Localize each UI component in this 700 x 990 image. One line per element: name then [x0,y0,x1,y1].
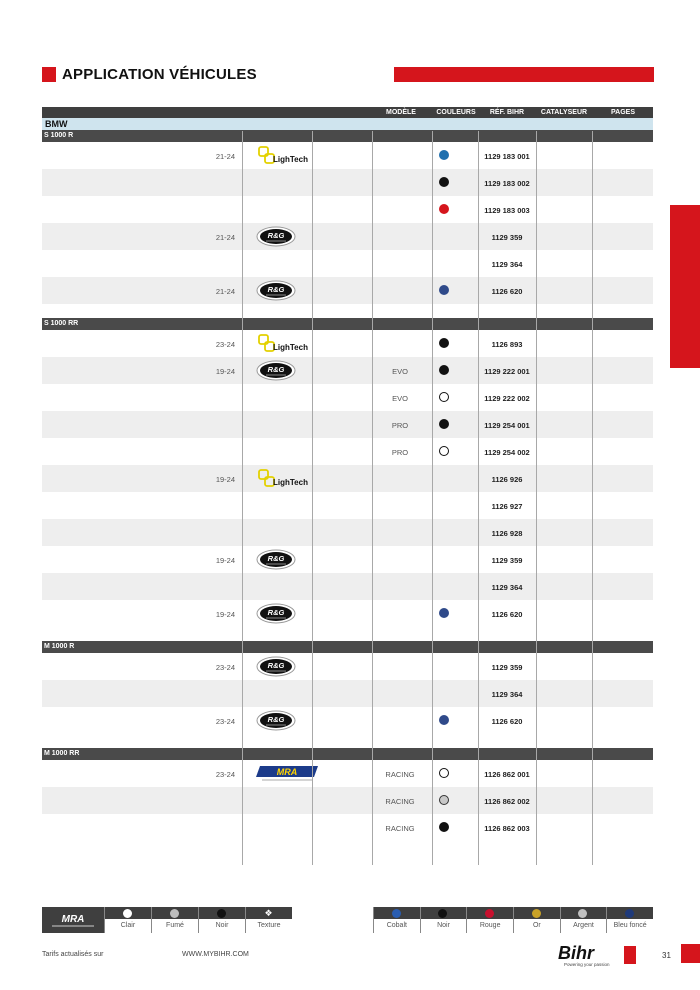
years-cell: 23-24 [215,663,235,672]
rg-logo [256,603,312,624]
table-header [42,107,653,118]
legend-swatch [578,909,587,918]
model-header: M 1000 RR [42,748,653,760]
years-cell: 21-24 [215,233,235,242]
model-cell: PRO [391,421,409,430]
color-dot [439,715,449,725]
legend-swatch [392,909,401,918]
legend-label: Rouge [479,922,501,929]
color-dot [439,608,449,618]
ref-bihr-cell: 1126 620 [491,717,523,726]
color-dot [439,446,449,456]
rg-logo [256,549,312,570]
ref-bihr-cell: 1126 926 [491,475,523,484]
legend-label: Argent [573,922,594,929]
table-row [42,277,653,304]
table-row [42,142,653,169]
ref-bihr-cell: 1129 222 002 [484,394,530,403]
ref-bihr-cell: 1126 862 001 [484,770,530,779]
color-dot [439,204,449,214]
rg-logo [256,280,312,301]
legend-item [104,907,151,933]
table-row [42,546,653,573]
legend-item [466,907,513,933]
section-spacer [42,627,653,641]
ref-bihr-cell: 1129 359 [491,556,523,565]
table-row [42,573,653,600]
header-ref-bihr: RÉF. BIHR [489,108,525,116]
svg-text:R&G: R&G [267,715,285,724]
color-dot [439,150,449,160]
model-cell: EVO [392,367,408,376]
svg-text:LighTech: LighTech [273,478,308,487]
ref-bihr-cell: 1126 893 [491,340,523,349]
table-row [42,357,653,384]
section-spacer [42,734,653,748]
years-cell: 21-24 [215,287,235,296]
model-cell: RACING [385,824,415,833]
ref-bihr-cell: 1129 359 [491,233,523,242]
table-row [42,600,653,627]
color-dot [439,177,449,187]
legend-colors [373,907,653,933]
texture-icon: ❖ [264,907,273,918]
header-modele: MODÈLE [386,108,416,116]
ref-bihr-cell: 1126 620 [491,610,523,619]
rg-logo [256,360,312,381]
legend-label: Texture [257,922,281,929]
table-row [42,519,653,546]
mra-legend-logo [42,907,104,933]
years-cell: 19-24 [215,556,235,565]
years-cell: 19-24 [215,367,235,376]
legend-swatch [532,909,541,918]
legend-label: Cobalt [386,922,407,929]
lightech-logo [256,468,312,489]
title-red-band [394,67,654,82]
svg-text:MRA: MRA [61,914,85,925]
ref-bihr-cell: 1129 183 003 [484,206,530,215]
bihr-logo [540,944,616,970]
application-table [42,107,653,841]
ref-bihr-cell: 1126 928 [491,529,523,538]
color-dot [439,338,449,348]
header-couleurs: COULEURS [436,108,476,116]
legend-swatch [170,909,179,918]
table-row [42,707,653,734]
model-header: M 1000 R [42,641,653,653]
ref-bihr-cell: 1129 254 002 [484,448,530,457]
table-row [42,223,653,250]
legend-item [198,907,245,933]
model-header: S 1000 RR [42,318,653,330]
svg-text:R&G: R&G [267,285,285,294]
lightech-logo [256,333,312,354]
table-row [42,411,653,438]
years-cell: 23-24 [215,770,235,779]
legend-swatch [485,909,494,918]
legend-item [151,907,198,933]
legend-item [420,907,467,933]
table-row [42,384,653,411]
legend-swatch [123,909,132,918]
color-dot [439,822,449,832]
svg-text:R&G: R&G [267,231,285,240]
legend-item [245,907,292,933]
color-dot [439,768,449,778]
color-dot [439,419,449,429]
page-header [42,67,654,84]
svg-text:R&G: R&G [267,661,285,670]
ref-bihr-cell: 1129 183 002 [484,179,530,188]
svg-text:LighTech: LighTech [273,155,308,164]
ref-bihr-cell: 1129 364 [491,260,523,269]
ref-bihr-cell: 1129 359 [491,663,523,672]
model-cell: RACING [385,770,415,779]
footer-updated-text: Tarifs actualisés sur [42,951,104,958]
mra-logo [256,763,312,784]
table-row [42,680,653,707]
page-number: 31 [662,951,671,960]
ref-bihr-cell: 1129 364 [491,690,523,699]
ref-bihr-cell: 1126 862 003 [484,824,530,833]
table-row [42,760,653,787]
svg-text:LighTech: LighTech [273,343,308,352]
rg-logo [256,710,312,731]
svg-text:Bihr: Bihr [558,944,594,963]
legend-item [560,907,607,933]
table-row [42,465,653,492]
table-row [42,169,653,196]
rg-logo [256,656,312,677]
legend-label: Fumé [166,922,184,929]
footer-website-link[interactable]: WWW.MYBIHR.COM [182,951,249,958]
bihr-tagline: Powering your passion [564,962,610,967]
svg-text:MRA: MRA [276,767,298,777]
model-cell: RACING [385,797,415,806]
color-dot [439,795,449,805]
legend-swatch [217,909,226,918]
page-title: APPLICATION VÉHICULES [62,66,257,83]
table-row [42,653,653,680]
table-row [42,814,653,841]
header-catalyseur: CATALYSEUR [540,108,588,116]
years-cell: 23-24 [215,340,235,349]
years-cell: 19-24 [215,475,235,484]
ref-bihr-cell: 1129 183 001 [484,152,530,161]
model-header: S 1000 R [42,130,653,142]
legend-glass-tint [104,907,292,933]
color-dot [439,285,449,295]
table-row [42,438,653,465]
legend-label: Noir [215,922,229,929]
svg-text:R&G: R&G [267,365,285,374]
lightech-logo [256,145,312,166]
years-cell: 23-24 [215,717,235,726]
ref-bihr-cell: 1126 862 002 [484,797,530,806]
table-row [42,196,653,223]
legend-item [513,907,560,933]
legend-swatch [625,909,634,918]
legend-label: Clair [120,922,136,929]
table-row [42,330,653,357]
color-dot [439,365,449,375]
ref-bihr-cell: 1129 254 001 [484,421,530,430]
section-spacer [42,304,653,318]
legend-label: Or [532,922,541,929]
title-marker [42,67,56,82]
ref-bihr-cell: 1126 927 [491,502,523,511]
years-cell: 19-24 [215,610,235,619]
rg-logo [256,226,312,247]
model-cell: EVO [392,394,408,403]
header-pages: PAGES [611,108,635,116]
corner-red-tab [681,944,700,963]
side-tab [670,205,700,368]
table-row [42,250,653,277]
bihr-red-square [624,946,636,964]
svg-text:R&G: R&G [267,608,285,617]
legend-item [373,907,420,933]
table-row [42,787,653,814]
svg-text:R&G: R&G [267,554,285,563]
ref-bihr-cell: 1126 620 [491,287,523,296]
legend-item [606,907,653,933]
color-dot [439,392,449,402]
legend-swatch [438,909,447,918]
ref-bihr-cell: 1129 222 001 [484,367,530,376]
brand-row: BMW [42,118,653,130]
model-cell: PRO [391,448,409,457]
ref-bihr-cell: 1129 364 [491,583,523,592]
legend-label: Noir [437,922,450,929]
table-row [42,492,653,519]
years-cell: 21-24 [215,152,235,161]
legend-label: Bleu foncé [613,922,647,929]
